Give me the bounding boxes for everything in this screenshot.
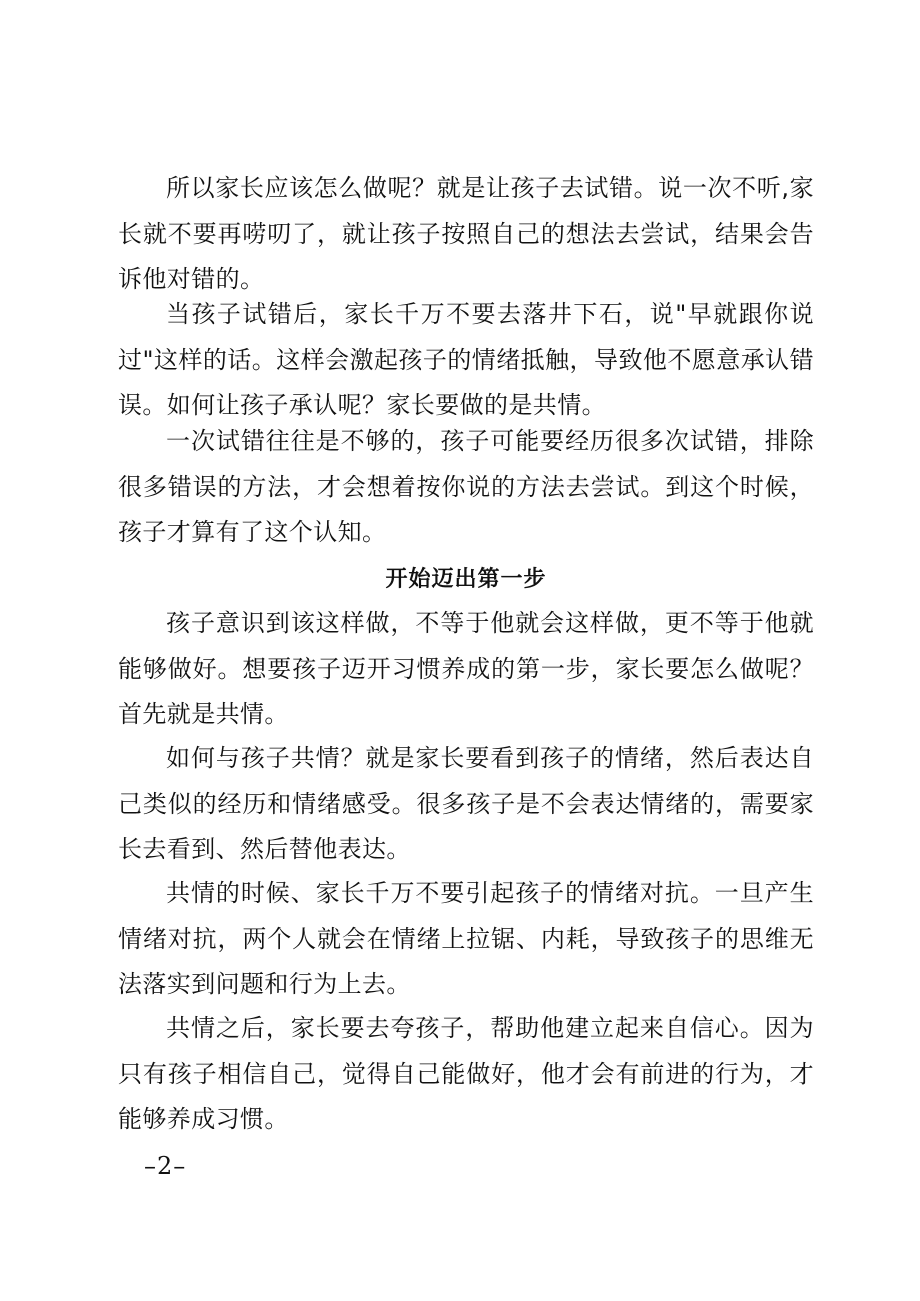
paragraph-avoid-confrontation: 共情的时候、家长千万不要引起孩子的情绪对抗。一旦产生情绪对抗，两个人就会在情绪上拉锯、内耗，导致孩子的思维无法落实到问题和行为上去。	[118, 879, 814, 998]
paragraph-after-error: 当孩子试错后，家长千万不要去落井下石，说"早就跟你说过"这样的话。这样会激起孩子的情绪抵触，导致他不愿意承认错误。如何让孩子承认呢？家长要做的是共情。	[118, 300, 814, 419]
paragraph-trial-and-error: 所以家长应该怎么做呢？就是让孩子去试错。说一次不听,家长就不要再唠叨了，就让孩子按照自己的想法去尝试，结果会告诉他对错的。	[118, 174, 814, 293]
paragraph-first-step: 孩子意识到该这样做，不等于他就会这样做，更不等于他就能够做好。想要孩子迈开习惯养成的第一步，家长要怎么做呢？首先就是共情。	[118, 609, 814, 728]
paragraph-how-to-empathize: 如何与孩子共情？就是家长要看到孩子的情绪，然后表达自己类似的经历和情绪感受。很多孩子是不会表达情绪的，需要家长去看到、然后替他表达。	[118, 744, 814, 863]
paragraph-multiple-trials: 一次试错往往是不够的，孩子可能要经历很多次试错，排除很多错误的方法，才会想着按你说的方法去尝试。到这个时候，孩子才算有了这个认知。	[118, 427, 814, 546]
page-number: –2–	[144, 1152, 187, 1180]
paragraph-praise-child: 共情之后，家长要去夸孩子，帮助他建立起来自信心。因为只有孩子相信自己，觉得自己能做好，他才会有前进的行为，才能够养成习惯。	[118, 1014, 814, 1133]
section-heading: 开始迈出第一步	[385, 567, 547, 592]
